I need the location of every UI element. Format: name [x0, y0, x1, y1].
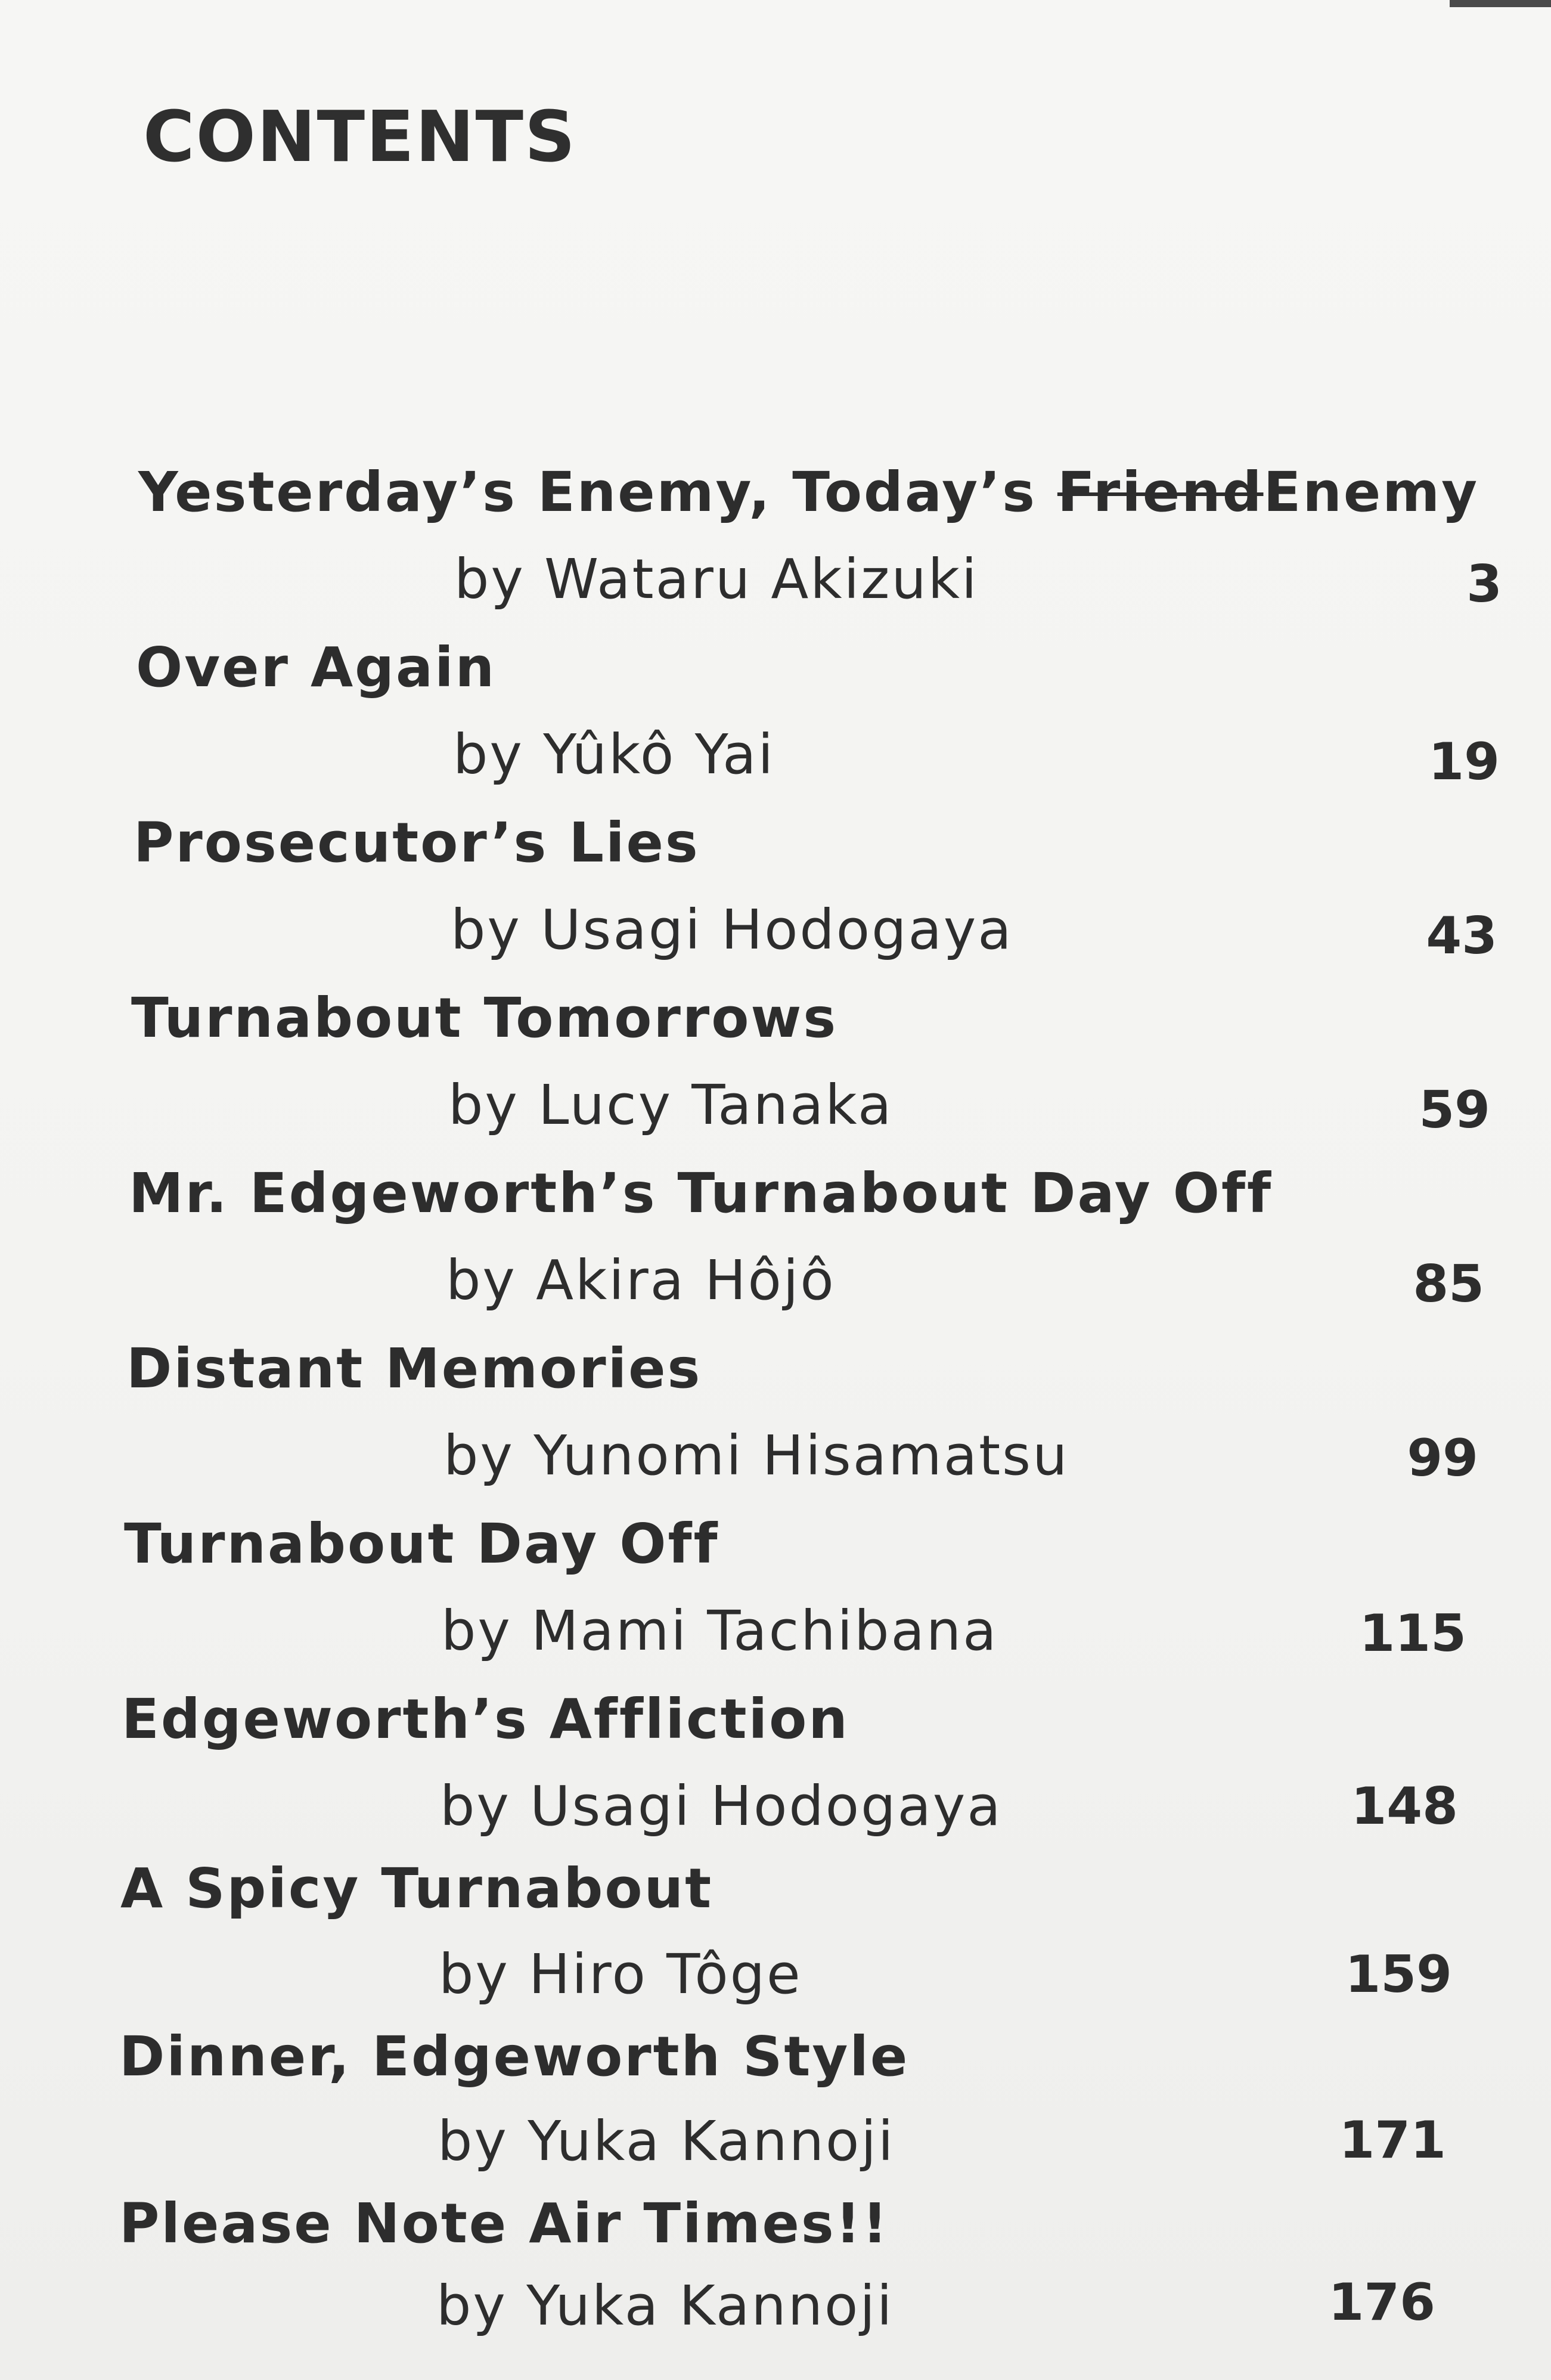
- toc-entry-8-author: by Usagi Hodogaya: [440, 1774, 1003, 1838]
- toc-entry-10-page: 171: [1339, 2111, 1446, 2170]
- contents-heading: CONTENTS: [143, 95, 576, 178]
- toc-entry-11-title: Please Note Air Times!!: [119, 2192, 889, 2255]
- toc-entry-6-page: 99: [1407, 1428, 1478, 1488]
- toc-entry-1-title-struck: Friend: [1057, 460, 1264, 524]
- toc-entry-6-title: Distant Memories: [126, 1337, 702, 1400]
- toc-entry-4-author: by Lucy Tanaka: [448, 1073, 894, 1137]
- toc-entry-10-author: by Yuka Kannoji: [438, 2109, 895, 2173]
- toc-entry-1-title-after: Enemy: [1263, 460, 1479, 524]
- toc-entry-2-author: by Yûkô Yai: [453, 723, 776, 786]
- toc-entry-3-author: by Usagi Hodogaya: [451, 898, 1013, 962]
- toc-entry-10-title: Dinner, Edgeworth Style: [119, 2025, 910, 2088]
- toc-entry-11-page: 176: [1328, 2273, 1435, 2332]
- toc-entry-6-author: by Yunomi Hisamatsu: [443, 1424, 1069, 1488]
- toc-entry-8-page: 148: [1351, 1777, 1458, 1836]
- toc-entry-3-page: 43: [1426, 906, 1497, 966]
- toc-entry-4-title: Turnabout Tomorrows: [131, 986, 838, 1050]
- toc-entry-7-author: by Mami Tachibana: [441, 1599, 998, 1663]
- toc-entry-9-author: by Hiro Tôge: [439, 1942, 802, 2006]
- toc-entry-9-title: A Spicy Turnabout: [120, 1857, 714, 1920]
- toc-entry-2-page: 19: [1428, 732, 1500, 792]
- toc-entry-7-page: 115: [1359, 1604, 1466, 1663]
- toc-entry-1-title: [138, 460, 1479, 524]
- toc-entry-1-title-before: Yesterday’s Enemy, Today’s: [138, 460, 1057, 524]
- toc-entry-11-author: by Yuka Kannoji: [436, 2274, 894, 2338]
- toc-entry-1-author: by Wataru Akizuki: [454, 547, 979, 611]
- toc-entry-5-author: by Akira Hôjô: [446, 1248, 836, 1312]
- toc-entry-3-title: Prosecutor’s Lies: [134, 811, 700, 875]
- toc-entry-5-page: 85: [1413, 1254, 1484, 1314]
- toc-entry-2-title: Over Again: [136, 636, 497, 699]
- toc-entry-1-page: 3: [1466, 554, 1502, 614]
- toc-entry-5-title: Mr. Edgeworth’s Turnabout Day Off: [129, 1161, 1273, 1225]
- toc-entry-8-title: Edgeworth’s Affliction: [122, 1687, 849, 1751]
- toc-entry-4-page: 59: [1419, 1080, 1490, 1140]
- toc-entry-9-page: 159: [1345, 1945, 1452, 2004]
- toc-entry-7-title: Turnabout Day Off: [124, 1512, 719, 1576]
